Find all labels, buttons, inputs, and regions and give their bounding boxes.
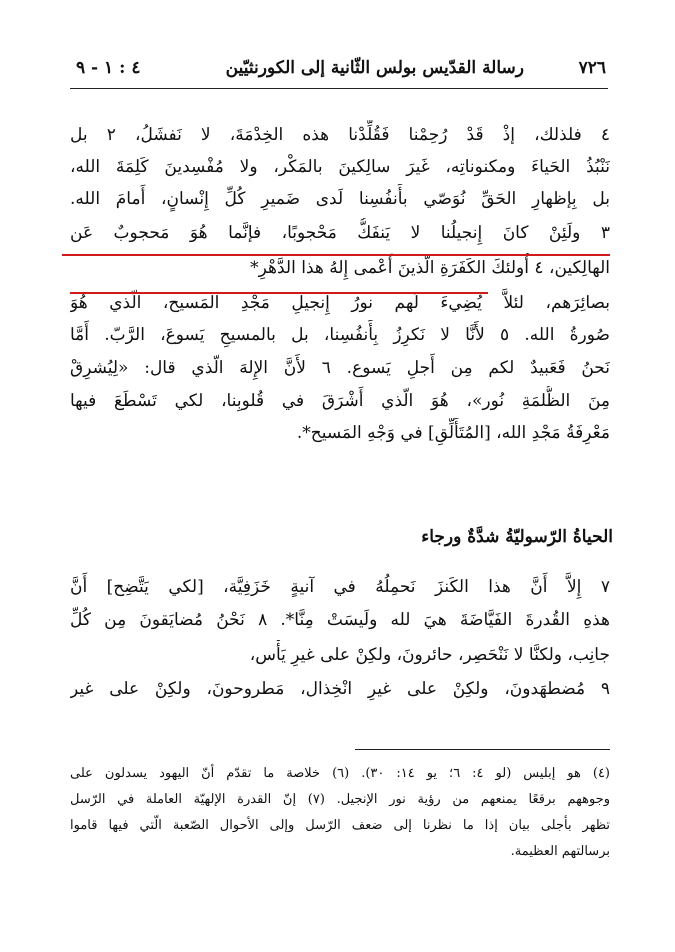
body-line: ٤ فلذلك، إذْ قَدْ رُحِمْنا فَقُلِّدْنا هذه الخِدْمَةَ، لا نَفشَلُ، ٢ بل	[70, 125, 610, 145]
section-heading: الحياةُ الرّسوليّةُ شدَّةٌ ورجاء	[421, 527, 613, 547]
section-line: ٩ مُضطهَدونَ، ولكِنْ على غيرِ انْخِذال، مَطروحونَ، ولكِنْ على غير	[70, 679, 610, 699]
section-line: جانِب، ولكنَّا لا نَنْحَصِر، حائرونَ، ولكِنْ على غيرِ يَأْس،	[249, 645, 610, 665]
body-line: الهالِكين، ٤ أُولئكَ الكَفَرَةِ الّذينَ أَعْمى إِلهُ هذا الدَّهْرِ*	[250, 258, 610, 278]
page-number: ٧٢٦	[578, 58, 606, 78]
section-line: ٧ إِلاَّ أَنَّ هذا الكَنزَ نَحمِلُهُ في آنيةٍ خَزَفِيَّة، [لكي يَتَّضِح] أَنَّ	[70, 577, 610, 597]
running-title: رسالة القدّيس بولس الثّانية إلى الكورنثيّين	[225, 58, 524, 78]
body-line: صُورةُ الله. ٥ لأَنَّا لا نَكرِزُ بِأَنفُسِنا، بل بالمسيحِ يَسوعَ، الرَّبّ. أَمَّا	[70, 325, 610, 345]
body-line: ٣ ولَئِنْ كانَ إِنجيلُنا لا يَنفَكُّ مَحْجوبًا، فإنَّما هُوَ مَحجوبٌ عَن	[70, 223, 610, 243]
header-rule	[70, 88, 608, 89]
section-line: هذهِ القُدرةَ الفَيَّاضَةَ هيَ لله ولَيسَتْ مِنَّا*. ٨ نَحْنُ مُضايَقونَ مِن كُلِّ	[70, 610, 610, 630]
page-header	[76, 56, 606, 86]
red-underline-2	[70, 292, 488, 294]
body-line: نَحنُ فَعَبيدٌ لكم مِن أَجلِ يَسوع. ٦ لأَنَّ الإِلهَ الّذي قال: «لِيُشرِقْ	[70, 358, 610, 378]
body-line: بصائِرَهم، لئلاَّ يُضِيءَ لَهم نورُ إِنجيلِ مَجْدِ المَسيح، الّذي هُوَ	[70, 293, 610, 313]
footnote-rule	[355, 749, 610, 750]
footnote-line: (٤) هو إبليس (لو ٤: ٦؛ يو ١٤: ٣٠). (٦) خلاصة ما تقدّم أنّ اليهود يسدلون على	[70, 766, 610, 781]
red-underline-1	[62, 254, 610, 256]
body-line: بل بِإظهارِ الحَقِّ نُوَصّي بأَنفُسِنا لَدى ضَميرِ كُلِّ إِنْسانٍ، أَمامَ الله.	[70, 189, 610, 209]
footnote-line: تظهر بأجلى بيان إذا ما نظرنا إلى ضعف الرّسل وإلى الأحوال الصّعبة الّتي فيها قاموا	[70, 818, 610, 833]
body-line: نَنْبُذُ الحَياءَ ومكنوناتِه، غَيرَ سالِكينَ بالمَكْر، ولا مُفْسِدينَ كَلِمَةَ الله،	[70, 157, 610, 177]
body-line: مِنَ الظُّلمَةِ نُور»، هُوَ الّذي أَشْرَقَ في قُلوبِنا، لكي تَسْطَعَ فيها	[70, 391, 610, 411]
body-line: مَعْرِفَةُ مَجْدِ الله، [المُتَأَلِّقِ] في وَجْهِ المَسيح*.	[296, 423, 610, 443]
chapter-verse-reference: ٤ : ١ - ٩	[76, 58, 141, 78]
footnote-line: برسالتهم العظيمة.	[510, 844, 610, 859]
footnote-line: وجوههم برقعًا يمنعهم من رؤية نور الإنجيل. (٧) إنّ القدرة الإلهيّة العاملة في الرّسل	[70, 792, 610, 807]
